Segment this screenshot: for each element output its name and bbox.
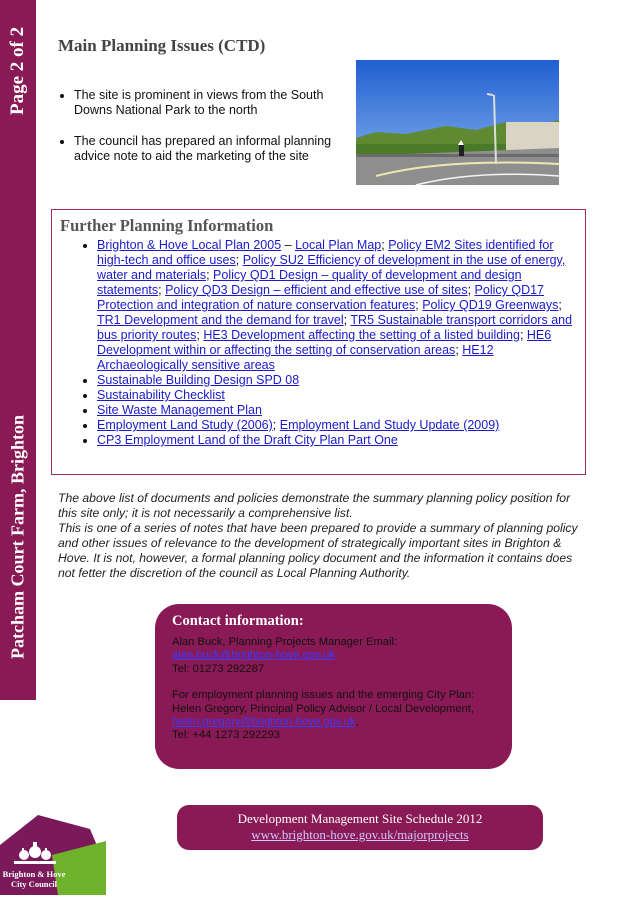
- separator: ;: [158, 283, 166, 297]
- link-local-plan[interactable]: Brighton & Hove Local Plan 2005: [97, 238, 282, 252]
- contact-line: Alan Buck, Planning Projects Manager Email:: [172, 636, 398, 648]
- link-policy-su2[interactable]: Policy SU2 Efficiency of development in the use of energy, water and materials: [97, 253, 566, 282]
- further-info-box: [51, 209, 586, 475]
- banner-url-link[interactable]: www.brighton-hove.gov.uk/majorprojects: [251, 827, 469, 842]
- separator: ;: [235, 253, 243, 267]
- separator: ;: [381, 238, 389, 252]
- contact-body: [172, 636, 512, 743]
- separator: ;: [558, 298, 562, 312]
- separator: ;: [455, 343, 463, 357]
- contact-line: Helen Gregory, Principal Policy Advisor / Local Development,: [172, 702, 474, 715]
- link-policy-he12[interactable]: HE12 Archaeologically sensitive areas: [97, 343, 494, 372]
- contact-title: Contact information:: [172, 613, 304, 629]
- contact-intro: For employment planning issues and the emerging City Plan:: [172, 689, 475, 702]
- link-policy-he3[interactable]: HE3 Development affecting the setting of a listed building: [203, 328, 520, 342]
- issue-bullet: • The council has prepared an informal planning advice note to aid the marketing of the site: [74, 134, 344, 164]
- disclaimer-paragraph: The above list of documents and policies demonstrate the summary planning policy position for this site only; it is not necessarily a comprehensive list.: [58, 491, 571, 520]
- main-issues-title: Main Planning Issues (CTD): [58, 36, 266, 55]
- link-policy-qd19[interactable]: Policy QD19 Greenways: [422, 298, 559, 312]
- separator: –: [281, 238, 296, 252]
- link-policy-he6[interactable]: HE6 Development within or affecting the setting of conservation areas: [97, 328, 552, 357]
- separator: ;: [343, 313, 351, 327]
- page-number-label: Page 2 of 2: [7, 26, 28, 116]
- main-issues-list: [52, 88, 344, 180]
- list-item: [97, 433, 573, 448]
- site-title: Patcham Court Farm, Brighton: [7, 415, 28, 660]
- list-item: [97, 238, 573, 373]
- email-link-alan[interactable]: alan.buck@brighton-hove.gov.uk: [172, 649, 335, 662]
- email-link-helen[interactable]: helen.gregory@brighton-hove.gov.uk: [172, 716, 356, 729]
- link-local-plan-map[interactable]: Local Plan Map: [295, 238, 382, 252]
- contact-tel: Tel: 01273 292287: [172, 662, 265, 675]
- link-policy-qd17[interactable]: Policy QD17 Protection and integration of nature conservation features: [97, 283, 545, 312]
- separator: ,: [355, 716, 359, 729]
- link-policy-tr5[interactable]: TR5 Sustainable transport corridors and bus priority routes: [97, 313, 573, 342]
- separator: ;: [196, 328, 204, 342]
- link-site-waste-plan[interactable]: Site Waste Management Plan: [97, 403, 262, 417]
- sidebar: [0, 0, 36, 700]
- separator: ;: [519, 328, 527, 342]
- logo-text-line2: City Council: [10, 879, 58, 889]
- further-info-list: [52, 238, 585, 448]
- contact-tel: Tel: +44 1273 292293: [172, 729, 280, 742]
- link-policy-qd1[interactable]: Policy QD1 Design – quality of development and design statements: [97, 268, 522, 297]
- link-building-design-spd[interactable]: Sustainable Building Design SPD 08: [97, 373, 300, 387]
- disclaimer: [58, 491, 578, 581]
- banner-title: Development Management Site Schedule 2012: [237, 811, 483, 826]
- disclaimer-paragraph: This is one of a series of notes that have been prepared to provide a summary of planning policy and other issues of relevance to the development of strategically important sites in Brighton & Hove. It is not, however, a formal planning policy document and the information it contains does not fetter the discretion of the council as Local Planning Authority.: [58, 521, 578, 580]
- council-logo: [0, 815, 106, 895]
- logo-text-line1: Brighton & Hove: [2, 869, 66, 879]
- link-policy-tr1[interactable]: TR1 Development and the demand for travel: [97, 313, 344, 327]
- contact-box: [155, 604, 512, 769]
- site-photo: [356, 60, 559, 185]
- link-employment-study-2006[interactable]: Employment Land Study (2006): [97, 418, 273, 432]
- footer-banner: [177, 805, 543, 850]
- link-policy-qd3[interactable]: Policy QD3 Design – efficient and effective use of sites: [165, 283, 468, 297]
- link-sustainability-checklist[interactable]: Sustainability Checklist: [97, 388, 225, 402]
- separator: ;: [415, 298, 423, 312]
- list-item: [97, 373, 573, 388]
- list-item: [97, 403, 573, 418]
- separator: ;: [272, 418, 280, 432]
- further-info-title: Further Planning Information: [60, 216, 274, 235]
- link-policy-em2[interactable]: Policy EM2 Sites identified for high-tech and office uses: [97, 238, 554, 267]
- link-employment-study-2009[interactable]: Employment Land Study Update (2009): [279, 418, 500, 432]
- separator: ;: [467, 283, 475, 297]
- list-item: [97, 388, 573, 403]
- list-item: [97, 418, 573, 433]
- separator: ;: [206, 268, 214, 282]
- issue-bullet: • The site is prominent in views from the South Downs National Park to the north: [74, 88, 344, 118]
- link-cp3-employment-land[interactable]: CP3 Employment Land of the Draft City Plan Part One: [97, 433, 398, 447]
